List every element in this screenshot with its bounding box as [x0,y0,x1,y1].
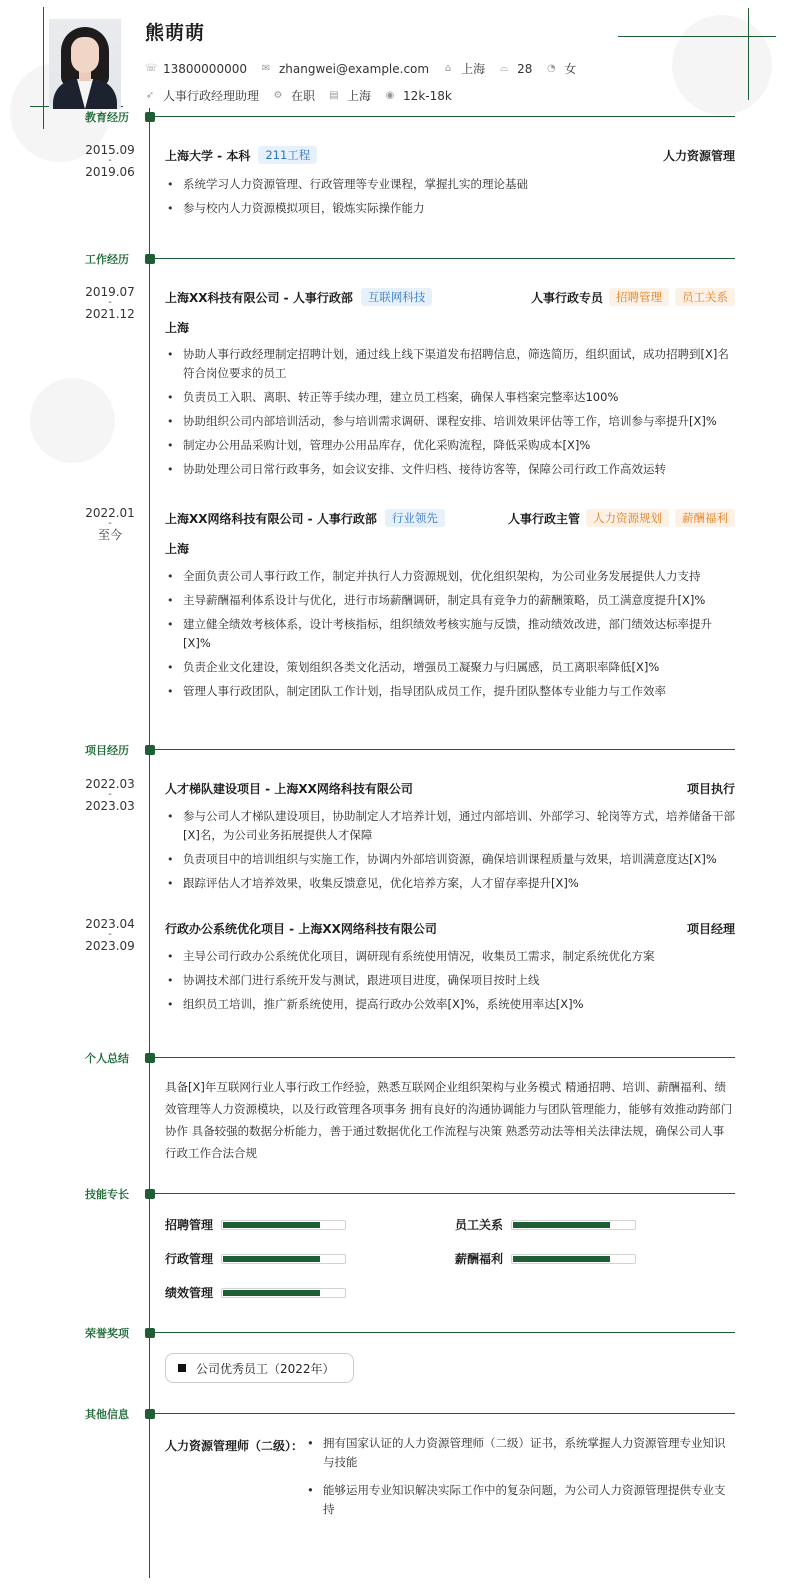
project-date: 2023.04 - 2023.09 [70,917,150,953]
list-item: • 全面负责公司人事行政工作，制定并执行人力资源规划，优化组织架构，为公司业务发展提供人力支持 [165,567,735,586]
work-bullets [165,567,735,706]
avatar [49,19,121,109]
project-title: 行政办公系统优化项目 - 上海XX网络科技有限公司 [165,922,437,936]
work-header [165,509,735,527]
industry-tag: 行业领先 [385,509,445,527]
skill-level-fill [513,1222,610,1228]
salary-text: 12k-18k [403,88,452,103]
role-tag: 招聘管理 [609,288,669,306]
certificate-bullets [305,1434,735,1528]
intent-row [145,87,466,104]
date-start: 2022.01 [85,506,135,520]
section-title-work: 工作经历 [85,253,129,266]
major-name: 人力资源管理 [662,148,735,163]
skill-name: 员工关系 [455,1218,504,1232]
section-marker [145,254,155,264]
role-tag: 员工关系 [675,288,735,306]
gender-text: 女 [564,62,577,76]
decor-line [618,36,776,37]
date-start: 2019.07 [85,285,135,299]
education-header [165,146,735,164]
email-text: zhangwei@example.com [278,61,430,76]
position-icon: ➶ [145,90,155,101]
section-title-summary: 个人总结 [85,1052,129,1065]
education-date: 2015.09 - 2019.06 [70,143,150,179]
skill-level-fill [223,1290,320,1296]
section-marker [145,1328,155,1338]
job-location: 上海 [165,321,190,335]
list-item: • 管理人事行政团队，制定团队工作计划，指导团队成员工作，提升团队整体专业能力与工作效率 [165,682,735,701]
company-name: 上海XX网络科技有限公司 - 人事行政部 [165,511,377,526]
section-marker [145,1409,155,1419]
work-date: 2019.07 - 2021.12 [70,285,150,321]
contact-row [145,60,590,77]
section-divider [155,1413,735,1414]
project-role: 项目执行 [686,782,735,796]
target-city-text: 上海 [347,89,372,103]
list-item: • 建立健全绩效考核体系，设计考核指标，组织绩效考核实施与反馈，推动绩效改进，部门绩效达标率提升[X]% [165,615,735,653]
list-item: • 主导公司行政办公系统优化项目，调研现有系统使用情况，收集员工需求，制定系统优化方案 [165,947,735,966]
section-marker [145,1053,155,1063]
list-item: • 组织员工培训，推广新系统使用，提高行政办公效率[X]%，系统使用率达[X]% [165,995,735,1014]
project-role: 项目经理 [686,922,735,936]
mail-icon: ✉ [261,63,271,74]
section-title-other: 其他信息 [85,1408,129,1421]
skill-item [165,1284,346,1301]
skill-bar [511,1220,636,1230]
phone-icon: ☏ [145,63,158,74]
section-title-skills: 技能专长 [85,1188,129,1201]
square-bullet-icon [178,1364,186,1372]
timeline-line [149,108,150,1578]
skill-item [165,1216,346,1233]
award-badge [165,1353,354,1383]
role-tag: 人力资源规划 [586,509,669,527]
skill-bar [221,1288,346,1298]
job-location: 上海 [165,542,190,556]
candidate-name: 熊萌萌 [145,22,206,44]
skill-name: 薪酬福利 [455,1252,504,1266]
date-start: 2022.03 [85,777,135,791]
work-header [165,288,735,306]
home-icon: ⌂ [444,63,452,74]
list-item: • 负责企业文化建设，策划组织各类文化活动，增强员工凝聚力与归属感，员工离职率降低[X]% [165,658,735,677]
summary-text: 具备[X]年互联网行业人事行政工作经验，熟悉互联网企业组织架构与业务模式 精通招聘、培训、薪酬福利、绩效管理等人力资源模块，以及行政管理各项事务 拥有良好的沟通协调能力与团队管理能力，能够有效推动跨部门协作 具备较强的数据分析能力，善于通过数据优化工作流程与决策 熟悉劳动法等相关法律法规，确保公司人事行政工作合法合规 [165,1080,733,1160]
list-item: • 参与公司人才梯队建设项目，协助制定人才培养计划，通过内部培训、外部学习、轮岗等方式，培养储备干部[X]名，为公司业务拓展提供人才保障 [165,807,735,845]
skill-name: 招聘管理 [165,1218,214,1232]
skill-name: 行政管理 [165,1252,214,1266]
section-divider [155,749,735,750]
school-tag: 211工程 [258,146,317,164]
industry-tag: 互联网科技 [361,288,433,306]
skill-bar [221,1254,346,1264]
section-divider [155,1057,735,1058]
date-start: 2015.09 [85,143,135,157]
list-item: • 负责员工入职、离职、转正等手续办理，建立员工档案，确保人事档案完整率达100% [165,388,735,407]
role-tag: 薪酬福利 [675,509,735,527]
skill-item [165,1250,346,1267]
date-end: 2023.09 [85,939,135,953]
project-title: 人才梯队建设项目 - 上海XX网络科技有限公司 [165,782,413,796]
list-item: • 协助人事行政经理制定招聘计划，通过线上线下渠道发布招聘信息，筛选简历，组织面试，成功招聘到[X]名符合岗位要求的员工 [165,345,735,383]
section-title-education: 教育经历 [85,111,129,124]
project-header [165,920,735,937]
list-item: • 协助组织公司内部培训活动，参与培训需求调研、课程安排、培训效果评估等工作，培训参与率提升[X]% [165,412,735,431]
project-bullets [165,947,735,1019]
skill-name: 绩效管理 [165,1286,214,1300]
list-item: • 制定办公用品采购计划，管理办公用品库存，优化采购流程，降低采购成本[X]% [165,436,735,455]
job-role: 人事行政主管 [507,511,580,526]
salary-icon: ◉ [385,90,395,101]
skill-level-fill [223,1256,320,1262]
project-bullets [165,807,735,898]
list-item: • 跟踪评估人才培养效果，收集反馈意见，优化培养方案，人才留存率提升[X]% [165,874,735,893]
city-text: 上海 [461,62,486,76]
date-end: 至今 [97,528,122,542]
list-item: • 系统学习人力资源管理、行政管理等专业课程，掌握扎实的理论基础 [165,175,735,194]
project-date: 2022.03 - 2023.03 [70,777,150,813]
target-position-text: 人事行政经理助理 [163,89,260,103]
project-header [165,780,735,797]
phone-text: 13800000000 [163,61,247,76]
date-end: 2019.06 [85,165,135,179]
section-divider [155,1332,735,1333]
list-item: • 参与校内人力资源模拟项目，锻炼实际操作能力 [165,199,735,218]
skill-level-fill [513,1256,610,1262]
award-text: 公司优秀员工（2022年） [196,1361,335,1376]
list-item: • 主导薪酬福利体系设计与优化，进行市场薪酬调研，制定具有竞争力的薪酬策略，员工满意度提升[X]% [165,591,735,610]
list-item: • 协调技术部门进行系统开发与测试，跟进项目进度，确保项目按时上线 [165,971,735,990]
date-end: 2021.12 [85,307,135,321]
date-end: 2023.03 [85,799,135,813]
decor-circle-topright [672,15,772,115]
decor-circle-midleft [30,378,115,463]
job-role: 人事行政专员 [530,290,603,305]
skill-bar [221,1220,346,1230]
status-icon: ⚙ [273,90,283,101]
section-marker [145,745,155,755]
section-divider [155,258,735,259]
certificate-label: 人力资源管理师（二级）： [165,1439,304,1453]
location-icon: ▤ [329,90,339,101]
school-name: 上海大学 - 本科 [165,148,251,163]
date-start: 2023.04 [85,917,135,931]
gender-icon: ◔ [547,63,556,74]
skill-item [455,1216,636,1233]
list-item: • 能够运用专业知识解决实际工作中的复杂问题，为公司人力资源管理提供专业支持 [305,1481,735,1519]
list-item: • 拥有国家认证的人力资源管理师（二级）证书，系统掌握人力资源管理专业知识与技能 [305,1434,735,1472]
age-icon: ⌓ [500,63,509,74]
work-bullets [165,345,735,484]
section-title-projects: 项目经历 [85,744,129,757]
decor-line [748,8,749,100]
status-text: 在职 [291,89,316,103]
section-marker [145,1189,155,1199]
section-title-awards: 荣誉奖项 [85,1327,129,1340]
section-divider [155,1193,735,1194]
skill-bar [511,1254,636,1264]
list-item: • 负责项目中的培训组织与实施工作，协调内外部培训资源，确保培训课程质量与效果，培训满意度达[X]% [165,850,735,869]
skill-level-fill [223,1222,320,1228]
skill-item [455,1250,636,1267]
list-item: • 协助处理公司日常行政事务，如会议安排、文件归档、接待访客等，保障公司行政工作高效运转 [165,460,735,479]
section-marker [145,112,155,122]
age-text: 28 [517,61,533,76]
education-bullets [165,175,735,223]
section-divider [155,116,735,117]
company-name: 上海XX科技有限公司 - 人事行政部 [165,290,353,305]
work-date: 2022.01 - 至今 [70,506,150,542]
